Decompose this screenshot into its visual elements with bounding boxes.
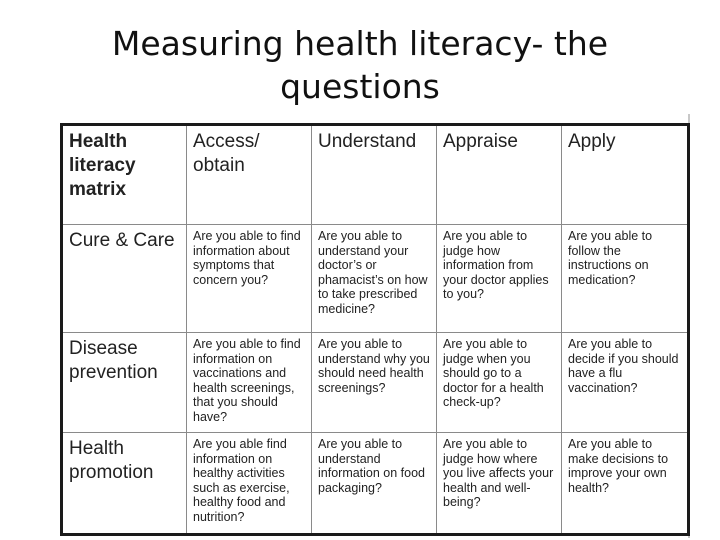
table-row xyxy=(62,433,689,535)
table-cell: Are you able to understand information on food packaging? xyxy=(312,433,437,535)
row-header-disease-prevention: Disease prevention xyxy=(62,333,187,433)
column-header-understand: Understand xyxy=(312,125,437,225)
table-cell: Are you able to understand why you should need health screenings? xyxy=(312,333,437,433)
table-cell: Are you able to judge how information from your doctor applies to you? xyxy=(437,225,562,333)
table-cell: Are you able to make decisions to improve your own health? xyxy=(562,433,689,535)
table-cell: Are you able to understand your doctor’s or phamacist’s on how to take prescribed medicine? xyxy=(312,225,437,333)
matrix-table xyxy=(60,123,690,536)
table-row xyxy=(62,225,689,333)
table-cell: Are you able to follow the instructions on medication? xyxy=(562,225,689,333)
table-cell: Are you able find information on healthy activities such as exercise, healthy food and nutrition? xyxy=(187,433,312,535)
table-cell: Are you able to decide if you should have a flu vaccination? xyxy=(562,333,689,433)
column-header-apply: Apply xyxy=(562,125,689,225)
table-row xyxy=(62,333,689,433)
header-row xyxy=(62,125,689,225)
row-header-health-promotion: Health promotion xyxy=(62,433,187,535)
table-cell: Are you able to find information on vaccinations and health screenings, that you should have? xyxy=(187,333,312,433)
column-header-access: Access/ obtain xyxy=(187,125,312,225)
page-title: Measuring health literacy- the questions xyxy=(111,24,609,106)
table-cell: Are you able to judge when you should go to a doctor for a health check-up? xyxy=(437,333,562,433)
matrix-corner-label: Health literacy matrix xyxy=(62,125,187,225)
table-cell: Are you able to find information about symptoms that concern you? xyxy=(187,225,312,333)
row-header-cure-care: Cure & Care xyxy=(62,225,187,333)
health-literacy-matrix xyxy=(60,123,685,533)
column-header-appraise: Appraise xyxy=(437,125,562,225)
table-cell: Are you able to judge how where you live affects your health and well-being? xyxy=(437,433,562,535)
